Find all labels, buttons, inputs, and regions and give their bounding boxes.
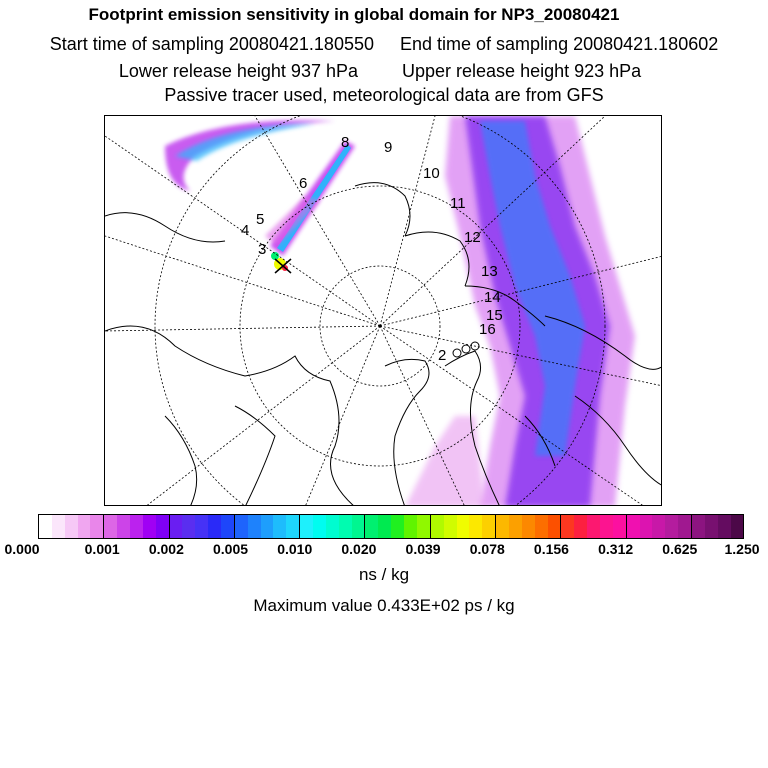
- colorbar-swatch: [78, 515, 91, 538]
- colorbar-swatch: [39, 515, 52, 538]
- colorbar-swatch: [299, 515, 313, 538]
- colorbar-unit: ns / kg: [358, 565, 410, 584]
- map-canvas: [105, 116, 662, 506]
- footprint-map: [104, 115, 662, 506]
- colorbar-swatch: [143, 515, 156, 538]
- colorbar-swatch: [522, 515, 535, 538]
- colorbar-swatch: [469, 515, 482, 538]
- colorbar-swatch: [261, 515, 274, 538]
- colorbar-swatch: [90, 515, 103, 538]
- colorbar-tick-label: 0.039: [405, 541, 441, 557]
- colorbar-swatch: [313, 515, 326, 538]
- colorbar-swatch: [404, 515, 417, 538]
- tracer-note: Passive tracer used, meteorological data are from GFS: [164, 85, 604, 105]
- track-point-label: 9: [384, 139, 393, 156]
- colorbar-tick-label: 0.001: [84, 541, 120, 557]
- colorbar-swatch: [678, 515, 691, 538]
- colorbar-swatch: [718, 515, 731, 538]
- colorbar-swatch: [626, 515, 640, 538]
- release-heights: [0, 60, 764, 82]
- track-point-label: 11: [450, 195, 466, 212]
- track-point-label: 6: [299, 175, 308, 192]
- colorbar-swatch: [221, 515, 234, 538]
- colorbar-swatch: [587, 515, 600, 538]
- colorbar-swatch: [535, 515, 548, 538]
- colorbar-swatch: [640, 515, 653, 538]
- colorbar-swatch: [339, 515, 352, 538]
- colorbar-swatch: [691, 515, 705, 538]
- colorbar-swatch: [326, 515, 339, 538]
- colorbar-swatch: [444, 515, 457, 538]
- colorbar-swatch: [731, 515, 744, 538]
- colorbar-tick-label: 0.000: [4, 541, 40, 557]
- colorbar-swatch: [182, 515, 195, 538]
- colorbar-swatch: [574, 515, 587, 538]
- end-time: End time of sampling 20080421.180602: [400, 34, 719, 54]
- colorbar-swatch: [273, 515, 286, 538]
- colorbar-swatch: [234, 515, 248, 538]
- colorbar-swatch: [482, 515, 495, 538]
- colorbar-swatch: [117, 515, 130, 538]
- colorbar-swatch: [156, 515, 169, 538]
- colorbar-tick-label: 0.625: [662, 541, 698, 557]
- track-point-label: 15: [486, 307, 503, 324]
- colorbar-swatch: [195, 515, 208, 538]
- colorbar-tick-label: 0.010: [277, 541, 313, 557]
- track-point-label: 13: [481, 263, 498, 280]
- track-point-label: 5: [256, 211, 265, 228]
- colorbar-swatch: [65, 515, 78, 538]
- colorbar-swatch: [286, 515, 299, 538]
- track-point-label: 16: [479, 321, 496, 338]
- colorbar-tick-label: 0.020: [341, 541, 377, 557]
- colorbar-swatch: [130, 515, 143, 538]
- track-point-label: 12: [464, 229, 481, 246]
- track-point-label: 10: [423, 165, 440, 182]
- track-point-label: 14: [484, 289, 501, 306]
- sensitivity-field: [165, 116, 635, 506]
- upper-release-height: Upper release height 923 hPa: [402, 61, 642, 81]
- colorbar-swatch: [103, 515, 117, 538]
- colorbar-swatch: [495, 515, 509, 538]
- maximum-value: Maximum value 0.433E+02 ps / kg: [253, 596, 515, 615]
- track-point-label: 2: [438, 347, 447, 364]
- sampling-times: [0, 33, 768, 55]
- colorbar-swatch: [548, 515, 561, 538]
- map-title: Footprint emission sensitivity in global domain for NP3_20080421: [88, 5, 620, 24]
- colorbar-swatch: [378, 515, 391, 538]
- colorbar-tick-label: 0.312: [598, 541, 634, 557]
- colorbar-tick-label: 0.002: [148, 541, 184, 557]
- colorbar-tick-label: 0.005: [213, 541, 249, 557]
- colorbar-tick-label: 0.156: [533, 541, 569, 557]
- colorbar-swatch: [665, 515, 678, 538]
- colorbar-swatch: [208, 515, 221, 538]
- colorbar-swatch: [417, 515, 430, 538]
- colorbar: [38, 514, 744, 539]
- colorbar-swatch: [509, 515, 522, 538]
- track-point-label: 8: [341, 134, 350, 151]
- colorbar-swatch: [352, 515, 365, 538]
- lower-release-height: Lower release height 937 hPa: [118, 61, 358, 81]
- colorbar-swatch: [705, 515, 718, 538]
- colorbar-swatch: [457, 515, 470, 538]
- track-point-label: 4: [241, 222, 250, 239]
- colorbar-swatch: [560, 515, 574, 538]
- colorbar-swatch: [52, 515, 65, 538]
- colorbar-swatch: [430, 515, 444, 538]
- colorbar-swatch: [364, 515, 378, 538]
- release-track: [275, 259, 479, 357]
- colorbar-swatch: [600, 515, 613, 538]
- start-time: Start time of sampling 20080421.180550: [49, 34, 374, 54]
- colorbar-swatch: [391, 515, 404, 538]
- colorbar-tick-label: 0.078: [469, 541, 505, 557]
- colorbar-swatch: [652, 515, 665, 538]
- track-point-label: 3: [258, 241, 267, 258]
- colorbar-tick-label: 1.250: [724, 541, 760, 557]
- colorbar-swatch: [169, 515, 183, 538]
- colorbar-swatch: [613, 515, 626, 538]
- colorbar-swatch: [248, 515, 261, 538]
